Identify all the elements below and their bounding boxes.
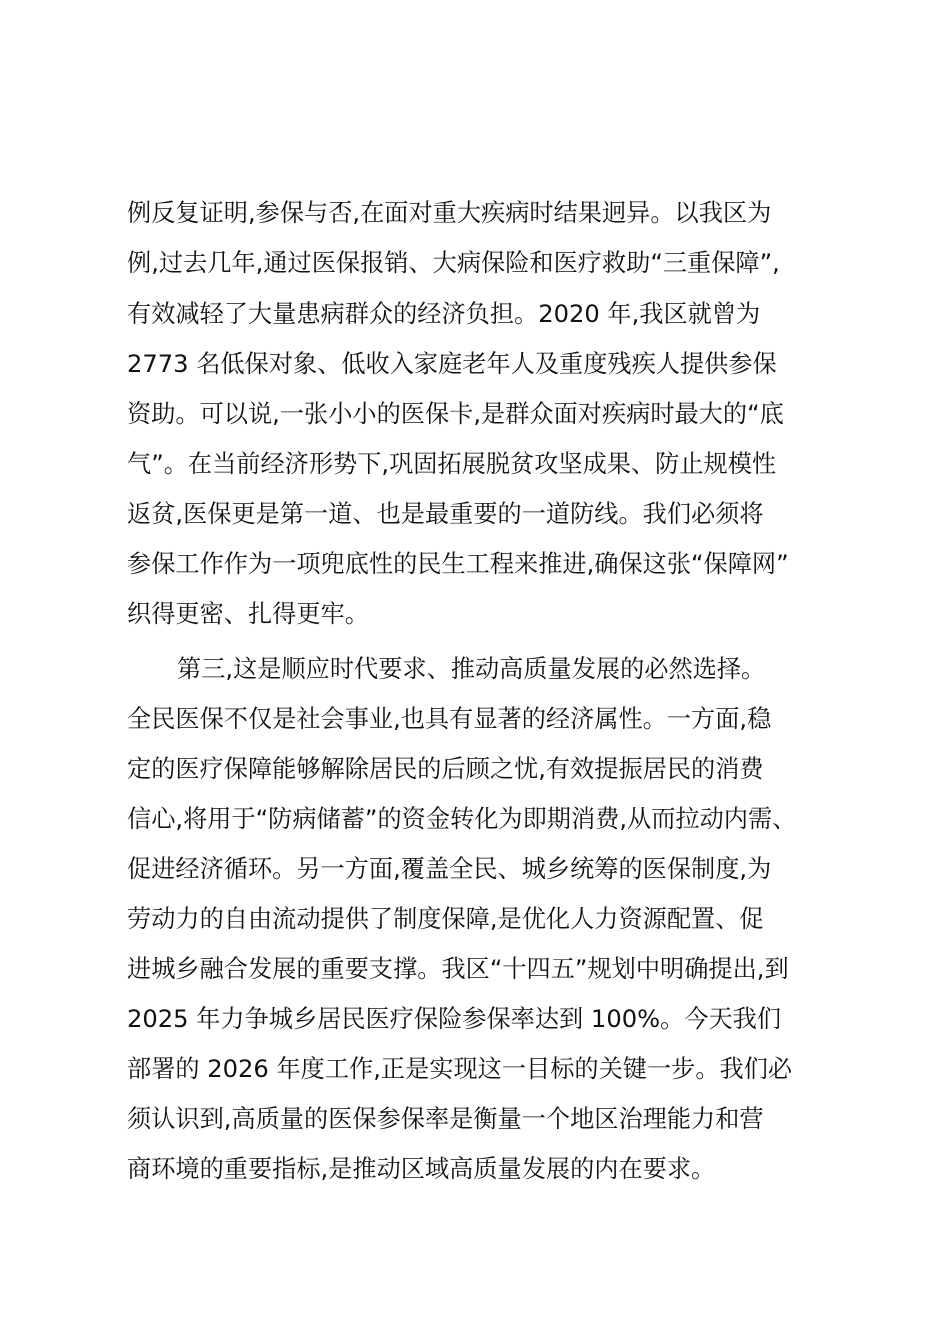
text-line: 第三,这是顺应时代要求、推动高质量发展的必然选择。 [177, 655, 766, 683]
text-line: 全民医保不仅是社会事业,也具有显著的经济属性。一方面,稳 [127, 705, 772, 733]
text-line: 促进经济循环。另一方面,覆盖全民、城乡统筹的医保制度,为 [127, 855, 772, 883]
text-line: 资助。可以说,一张小小的医保卡,是群众面对疾病时最大的“底 [127, 400, 784, 428]
text-line: 部署的 2026 年度工作,正是实现这一目标的关键一步。我们必 [127, 1055, 793, 1083]
text-line: 2773 名低保对象、低收入家庭老年人及重度残疾人提供参保 [127, 350, 777, 378]
text-line: 信心,将用于“防病储蓄”的资金转化为即期消费,从而拉动内需、 [127, 805, 797, 833]
text-line: 气”。在当前经济形势下,巩固拓展脱贫攻坚成果、防止规模性 [127, 450, 777, 478]
text-line: 返贫,医保更是第一道、也是最重要的一道防线。我们必须将 [127, 500, 764, 528]
text-line: 商环境的重要指标,是推动区域高质量发展的内在要求。 [127, 1155, 716, 1183]
text-line: 劳动力的自由流动提供了制度保障,是优化人力资源配置、促 [127, 905, 764, 933]
text-line: 有效减轻了大量患病群众的经济负担。2020 年,我区就曾为 [127, 300, 761, 328]
text-line: 须认识到,高质量的医保参保率是衡量一个地区治理能力和营 [127, 1105, 764, 1133]
text-line: 参保工作作为一项兜底性的民生工程来推进,确保这张“保障网” [127, 550, 789, 578]
text-line: 例反复证明,参保与否,在面对重大疾病时结果迥异。以我区为 [127, 199, 772, 227]
text-line: 例,过去几年,通过医保报销、大病保险和医疗救助“三重保障”, [127, 249, 780, 277]
text-line: 定的医疗保障能够解除居民的后顾之忧,有效提振居民的消费 [127, 755, 764, 783]
text-line: 织得更密、扎得更牢。 [127, 600, 369, 628]
text-line: 进城乡融合发展的重要支撑。我区“十四五”规划中明确提出,到 [127, 955, 789, 983]
text-line: 2025 年力争城乡居民医疗保险参保率达到 100%。今天我们 [127, 1005, 782, 1033]
